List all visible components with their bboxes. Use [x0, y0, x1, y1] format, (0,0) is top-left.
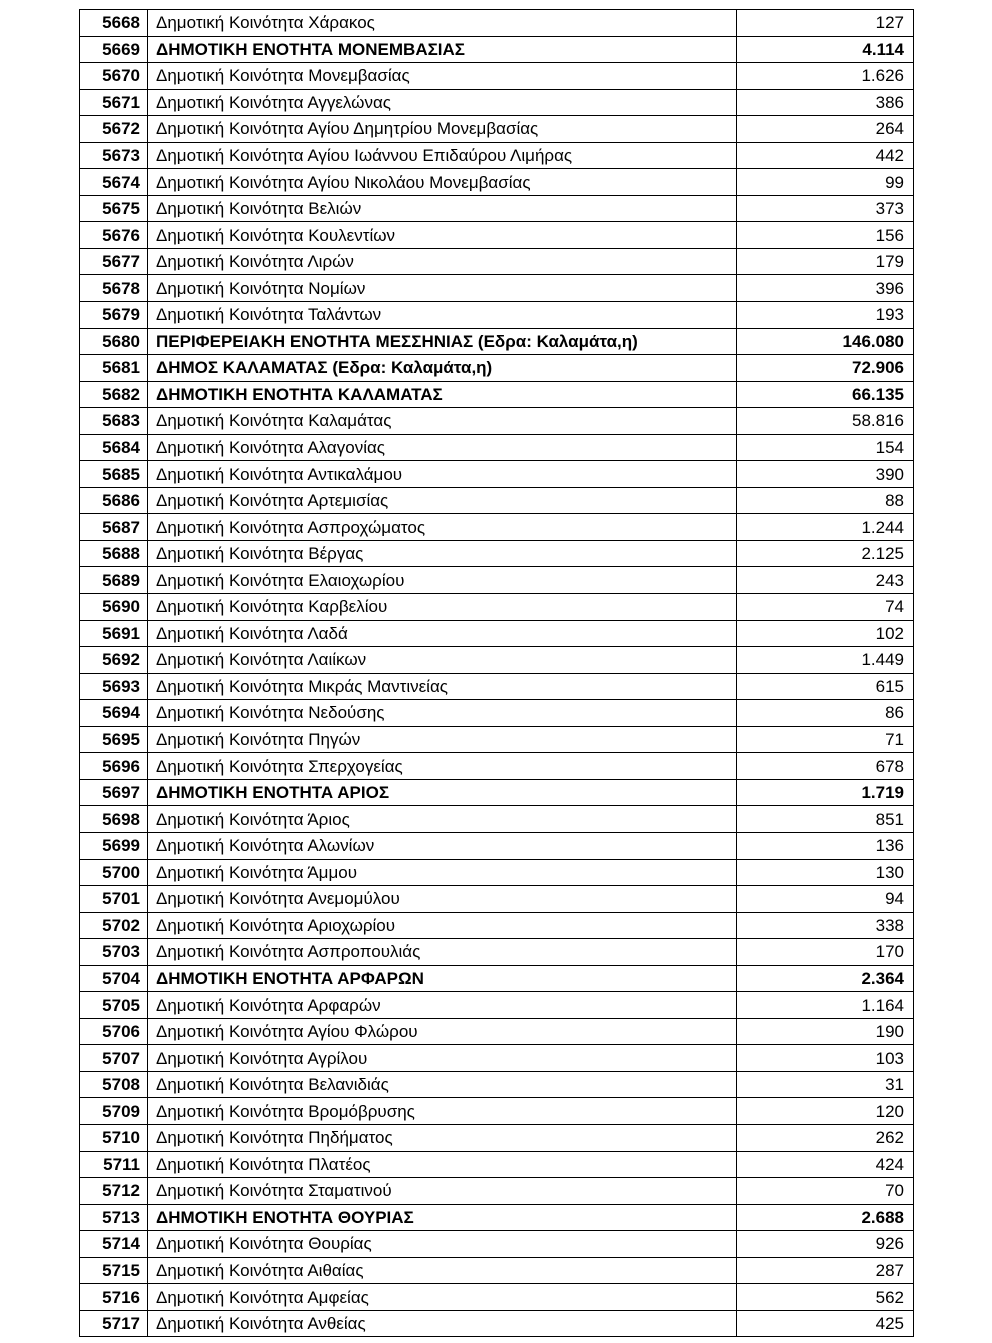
table-row [80, 1284, 914, 1311]
row-name-cell: Δημοτική Κοινότητα Λιρών [148, 248, 737, 275]
row-code-cell: 5674 [80, 169, 148, 196]
table-row [80, 992, 914, 1019]
row-name-cell: Δημοτική Κοινότητα Άριος [148, 806, 737, 833]
row-code-cell: 5690 [80, 594, 148, 621]
row-name-cell: Δημοτική Κοινότητα Αρφαρών [148, 992, 737, 1019]
row-value-cell: 425 [737, 1310, 914, 1337]
row-value-cell: 390 [737, 461, 914, 488]
table-row [80, 302, 914, 329]
table-row [80, 1204, 914, 1231]
row-code-cell: 5707 [80, 1045, 148, 1072]
row-name-cell: Δημοτική Κοινότητα Μονεμβασίας [148, 63, 737, 90]
row-name-cell: Δημοτική Κοινότητα Αμφείας [148, 1284, 737, 1311]
row-code-cell: 5715 [80, 1257, 148, 1284]
table-row [80, 1178, 914, 1205]
row-code-cell: 5676 [80, 222, 148, 249]
row-name-cell: Δημοτική Κοινότητα Σταματινού [148, 1178, 737, 1205]
row-value-cell: 851 [737, 806, 914, 833]
row-code-cell: 5694 [80, 700, 148, 727]
row-name-cell: Δημοτική Κοινότητα Μικράς Μαντινείας [148, 673, 737, 700]
row-name-cell: Δημοτική Κοινότητα Αιθαίας [148, 1257, 737, 1284]
row-name-cell: Δημοτική Κοινότητα Πλατέος [148, 1151, 737, 1178]
table-row [80, 1018, 914, 1045]
row-name-cell: ΔΗΜΟΤΙΚΗ ΕΝΟΤΗΤΑ ΑΡΦΑΡΩΝ [148, 965, 737, 992]
row-value-cell: 72.906 [737, 355, 914, 382]
table-row [80, 700, 914, 727]
table-row [80, 726, 914, 753]
row-name-cell: Δημοτική Κοινότητα Καλαμάτας [148, 408, 737, 435]
row-value-cell: 74 [737, 594, 914, 621]
table-body [80, 10, 914, 1337]
table-row [80, 1124, 914, 1151]
row-name-cell: Δημοτική Κοινότητα Βελανιδιάς [148, 1071, 737, 1098]
row-code-cell: 5716 [80, 1284, 148, 1311]
row-value-cell: 94 [737, 886, 914, 913]
table-row [80, 1151, 914, 1178]
table-row [80, 195, 914, 222]
table-row [80, 36, 914, 63]
row-code-cell: 5673 [80, 142, 148, 169]
row-value-cell: 2.125 [737, 540, 914, 567]
row-code-cell: 5708 [80, 1071, 148, 1098]
row-value-cell: 338 [737, 912, 914, 939]
row-value-cell: 4.114 [737, 36, 914, 63]
row-name-cell: Δημοτική Κοινότητα Βελιών [148, 195, 737, 222]
row-value-cell: 31 [737, 1071, 914, 1098]
document-page [79, 9, 914, 1337]
row-code-cell: 5686 [80, 487, 148, 514]
row-name-cell: Δημοτική Κοινότητα Πηδήματος [148, 1124, 737, 1151]
row-name-cell: Δημοτική Κοινότητα Νεδούσης [148, 700, 737, 727]
table-row [80, 142, 914, 169]
row-value-cell: 1.164 [737, 992, 914, 1019]
row-code-cell: 5679 [80, 302, 148, 329]
row-code-cell: 5717 [80, 1310, 148, 1337]
row-name-cell: Δημοτική Κοινότητα Αγίου Δημητρίου Μονεμβασίας [148, 116, 737, 143]
row-value-cell: 2.688 [737, 1204, 914, 1231]
row-value-cell: 373 [737, 195, 914, 222]
row-name-cell: Δημοτική Κοινότητα Αντικαλάμου [148, 461, 737, 488]
row-value-cell: 2.364 [737, 965, 914, 992]
row-code-cell: 5677 [80, 248, 148, 275]
table-row [80, 355, 914, 382]
row-value-cell: 1.449 [737, 647, 914, 674]
row-name-cell: Δημοτική Κοινότητα Ανεμομύλου [148, 886, 737, 913]
row-name-cell: Δημοτική Κοινότητα Χάρακος [148, 10, 737, 37]
row-code-cell: 5692 [80, 647, 148, 674]
table-row [80, 1071, 914, 1098]
population-table [79, 9, 914, 1337]
row-code-cell: 5678 [80, 275, 148, 302]
row-code-cell: 5704 [80, 965, 148, 992]
row-name-cell: Δημοτική Κοινότητα Αγίου Ιωάννου Επιδαύρου Λιμήρας [148, 142, 737, 169]
row-name-cell: Δημοτική Κοινότητα Αγίου Νικολάου Μονεμβασίας [148, 169, 737, 196]
row-name-cell: Δημοτική Κοινότητα Κουλεντίων [148, 222, 737, 249]
row-name-cell: Δημοτική Κοινότητα Αγρίλου [148, 1045, 737, 1072]
table-row [80, 620, 914, 647]
row-value-cell: 136 [737, 832, 914, 859]
row-code-cell: 5701 [80, 886, 148, 913]
table-row [80, 381, 914, 408]
row-value-cell: 103 [737, 1045, 914, 1072]
table-row [80, 1231, 914, 1258]
table-row [80, 328, 914, 355]
row-value-cell: 287 [737, 1257, 914, 1284]
row-name-cell: Δημοτική Κοινότητα Βέργας [148, 540, 737, 567]
row-value-cell: 386 [737, 89, 914, 116]
row-value-cell: 88 [737, 487, 914, 514]
row-value-cell: 86 [737, 700, 914, 727]
row-code-cell: 5683 [80, 408, 148, 435]
row-code-cell: 5680 [80, 328, 148, 355]
row-name-cell: Δημοτική Κοινότητα Αρτεμισίας [148, 487, 737, 514]
table-row [80, 912, 914, 939]
row-code-cell: 5700 [80, 859, 148, 886]
row-value-cell: 1.719 [737, 779, 914, 806]
row-value-cell: 678 [737, 753, 914, 780]
row-code-cell: 5684 [80, 434, 148, 461]
row-code-cell: 5681 [80, 355, 148, 382]
row-name-cell: ΔΗΜΟΤΙΚΗ ΕΝΟΤΗΤΑ ΘΟΥΡΙΑΣ [148, 1204, 737, 1231]
table-row [80, 461, 914, 488]
table-row [80, 594, 914, 621]
table-row [80, 859, 914, 886]
row-name-cell: Δημοτική Κοινότητα Λαδά [148, 620, 737, 647]
row-value-cell: 1.626 [737, 63, 914, 90]
row-value-cell: 424 [737, 1151, 914, 1178]
table-row [80, 886, 914, 913]
row-name-cell: ΠΕΡΙΦΕΡΕΙΑΚΗ ΕΝΟΤΗΤΑ ΜΕΣΣΗΝΙΑΣ (Εδρα: Καλαμάτα,η) [148, 328, 737, 355]
table-row [80, 408, 914, 435]
row-code-cell: 5699 [80, 832, 148, 859]
row-name-cell: Δημοτική Κοινότητα Αγίου Φλώρου [148, 1018, 737, 1045]
row-value-cell: 70 [737, 1178, 914, 1205]
row-name-cell: Δημοτική Κοινότητα Βρομόβρυσης [148, 1098, 737, 1125]
table-row [80, 63, 914, 90]
row-value-cell: 130 [737, 859, 914, 886]
row-value-cell: 926 [737, 1231, 914, 1258]
row-code-cell: 5711 [80, 1151, 148, 1178]
row-code-cell: 5696 [80, 753, 148, 780]
row-value-cell: 156 [737, 222, 914, 249]
table-row [80, 965, 914, 992]
row-value-cell: 170 [737, 939, 914, 966]
table-row [80, 169, 914, 196]
row-code-cell: 5712 [80, 1178, 148, 1205]
row-value-cell: 66.135 [737, 381, 914, 408]
row-value-cell: 102 [737, 620, 914, 647]
row-name-cell: Δημοτική Κοινότητα Καρβελίου [148, 594, 737, 621]
table-row [80, 1257, 914, 1284]
row-name-cell: ΔΗΜΟΣ ΚΑΛΑΜΑΤΑΣ (Εδρα: Καλαμάτα,η) [148, 355, 737, 382]
table-row [80, 779, 914, 806]
table-row [80, 116, 914, 143]
row-name-cell: ΔΗΜΟΤΙΚΗ ΕΝΟΤΗΤΑ ΜΟΝΕΜΒΑΣΙΑΣ [148, 36, 737, 63]
row-name-cell: Δημοτική Κοινότητα Αγγελώνας [148, 89, 737, 116]
table-row [80, 248, 914, 275]
row-name-cell: Δημοτική Κοινότητα Αλωνίων [148, 832, 737, 859]
row-value-cell: 146.080 [737, 328, 914, 355]
row-name-cell: ΔΗΜΟΤΙΚΗ ΕΝΟΤΗΤΑ ΚΑΛΑΜΑΤΑΣ [148, 381, 737, 408]
table-row [80, 275, 914, 302]
table-row [80, 487, 914, 514]
row-value-cell: 58.816 [737, 408, 914, 435]
table-row [80, 753, 914, 780]
row-code-cell: 5697 [80, 779, 148, 806]
row-code-cell: 5669 [80, 36, 148, 63]
row-code-cell: 5698 [80, 806, 148, 833]
row-code-cell: 5687 [80, 514, 148, 541]
row-code-cell: 5709 [80, 1098, 148, 1125]
row-code-cell: 5671 [80, 89, 148, 116]
row-value-cell: 615 [737, 673, 914, 700]
row-value-cell: 99 [737, 169, 914, 196]
row-value-cell: 442 [737, 142, 914, 169]
row-name-cell: ΔΗΜΟΤΙΚΗ ΕΝΟΤΗΤΑ ΑΡΙΟΣ [148, 779, 737, 806]
row-value-cell: 127 [737, 10, 914, 37]
row-code-cell: 5675 [80, 195, 148, 222]
row-name-cell: Δημοτική Κοινότητα Ανθείας [148, 1310, 737, 1337]
row-name-cell: Δημοτική Κοινότητα Πηγών [148, 726, 737, 753]
row-name-cell: Δημοτική Κοινότητα Ελαιοχωρίου [148, 567, 737, 594]
row-name-cell: Δημοτική Κοινότητα Αλαγονίας [148, 434, 737, 461]
row-name-cell: Δημοτική Κοινότητα Θουρίας [148, 1231, 737, 1258]
row-code-cell: 5714 [80, 1231, 148, 1258]
row-name-cell: Δημοτική Κοινότητα Ταλάντων [148, 302, 737, 329]
row-name-cell: Δημοτική Κοινότητα Ασπροπουλιάς [148, 939, 737, 966]
row-value-cell: 120 [737, 1098, 914, 1125]
row-code-cell: 5706 [80, 1018, 148, 1045]
row-code-cell: 5703 [80, 939, 148, 966]
table-row [80, 540, 914, 567]
row-code-cell: 5710 [80, 1124, 148, 1151]
table-row [80, 1098, 914, 1125]
row-value-cell: 193 [737, 302, 914, 329]
table-row [80, 222, 914, 249]
row-code-cell: 5695 [80, 726, 148, 753]
row-code-cell: 5713 [80, 1204, 148, 1231]
row-value-cell: 154 [737, 434, 914, 461]
row-code-cell: 5705 [80, 992, 148, 1019]
table-row [80, 939, 914, 966]
table-row [80, 806, 914, 833]
table-row [80, 89, 914, 116]
table-row [80, 434, 914, 461]
row-name-cell: Δημοτική Κοινότητα Άμμου [148, 859, 737, 886]
row-value-cell: 179 [737, 248, 914, 275]
row-code-cell: 5672 [80, 116, 148, 143]
row-code-cell: 5702 [80, 912, 148, 939]
row-value-cell: 190 [737, 1018, 914, 1045]
row-code-cell: 5691 [80, 620, 148, 647]
table-row [80, 1310, 914, 1337]
row-name-cell: Δημοτική Κοινότητα Νομίων [148, 275, 737, 302]
row-name-cell: Δημοτική Κοινότητα Λαιίκων [148, 647, 737, 674]
row-value-cell: 562 [737, 1284, 914, 1311]
table-row [80, 1045, 914, 1072]
row-name-cell: Δημοτική Κοινότητα Αριοχωρίου [148, 912, 737, 939]
row-code-cell: 5670 [80, 63, 148, 90]
row-code-cell: 5682 [80, 381, 148, 408]
row-code-cell: 5693 [80, 673, 148, 700]
row-value-cell: 243 [737, 567, 914, 594]
table-row [80, 647, 914, 674]
row-code-cell: 5688 [80, 540, 148, 567]
row-code-cell: 5685 [80, 461, 148, 488]
table-row [80, 514, 914, 541]
row-name-cell: Δημοτική Κοινότητα Ασπροχώματος [148, 514, 737, 541]
row-value-cell: 396 [737, 275, 914, 302]
row-code-cell: 5668 [80, 10, 148, 37]
table-row [80, 832, 914, 859]
row-code-cell: 5689 [80, 567, 148, 594]
row-name-cell: Δημοτική Κοινότητα Σπερχογείας [148, 753, 737, 780]
table-row [80, 10, 914, 37]
row-value-cell: 1.244 [737, 514, 914, 541]
row-value-cell: 71 [737, 726, 914, 753]
table-row [80, 567, 914, 594]
table-row [80, 673, 914, 700]
row-value-cell: 264 [737, 116, 914, 143]
row-value-cell: 262 [737, 1124, 914, 1151]
